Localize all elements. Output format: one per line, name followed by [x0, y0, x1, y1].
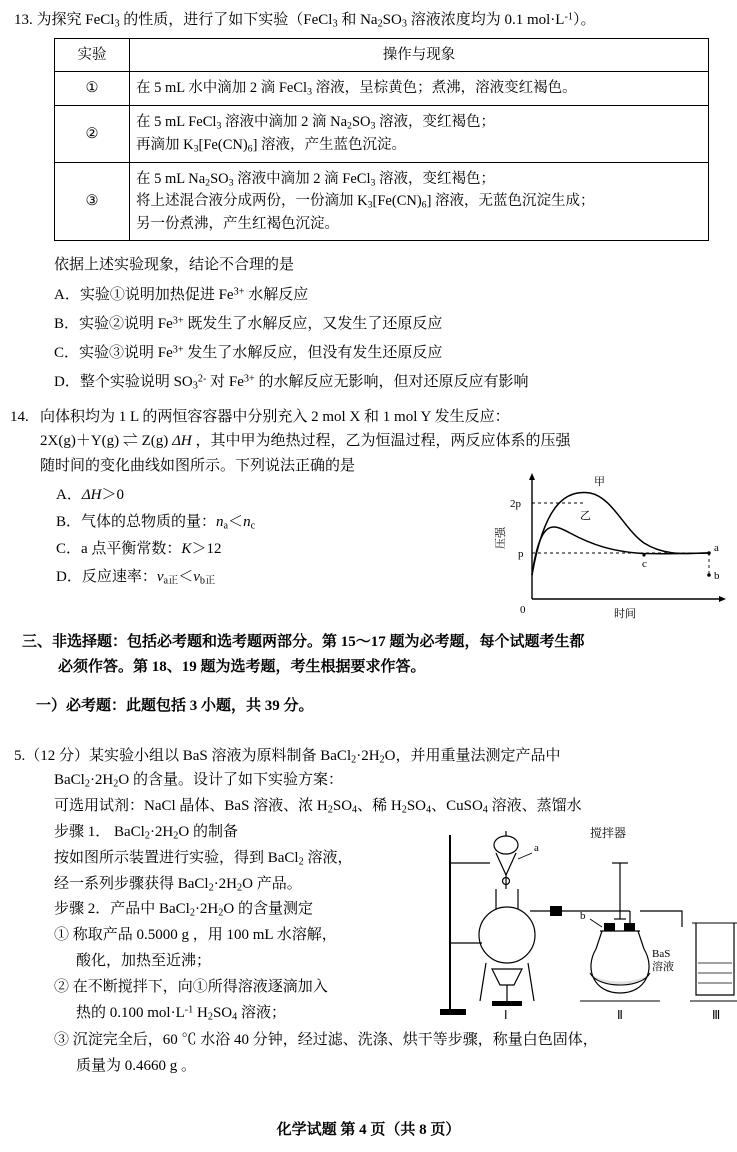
question-14-line-2: 2X(g)＋Y(g) ⇌ Z(g) ΔH ，其中甲为绝热过程，乙为恒温过程，两反应体系的压强 — [40, 433, 571, 450]
figure-label-flask1: Ⅰ — [504, 1008, 508, 1022]
chart-xlabel: 时间 — [614, 608, 636, 620]
chart-point-c: c — [642, 558, 647, 570]
experiment-table — [54, 38, 709, 242]
row-content-3: 在 5 mL $Na_2SO_3$ 溶液中滴加 2 滴 FeCl$_3$ 溶液，变红褐色； 将上述混合液分成两份，一份滴加 $K_3[Fe(CN)_6]$ 溶液，无蓝色沉淀生成； 另一份煮沸，产生红褐色沉淀。 — [130, 162, 709, 241]
question-5-head — [14, 745, 734, 768]
question-5-number: 5. — [14, 748, 26, 764]
question-14-option-b: B．气体的总物质的量：$n_a<n_c$ — [56, 514, 256, 532]
page-footer: 化学试题 第 4 页（共 8 页） — [276, 1122, 461, 1138]
row-label-2: ② — [55, 106, 130, 162]
figure-label-stirrer: 搅拌器 — [590, 826, 627, 840]
figure-label-flask2: Ⅱ — [617, 1008, 623, 1022]
table-row — [55, 162, 709, 241]
chart-point-b: b — [714, 570, 720, 582]
question-13-option-c: C．实验③说明 $Fe^{3+}$ 发生了水解反应，但没有发生还原反应 — [54, 344, 443, 362]
step2-item-1: ① 称取产品 0.5000 g ，用 100 mL 水溶解， 酸化，加热至近沸； — [54, 927, 337, 969]
section-three — [22, 630, 722, 715]
apparatus-svg — [434, 823, 737, 1043]
question-14-option-c: C．a 点平衡常数：K＞12 — [56, 541, 222, 558]
row-content-2: 在 5 mL FeCl$_3$ 溶液中滴加 2 滴 $Na_2SO_3$ 溶液，变红褐色； 再滴加 $K_3[Fe(CN)_6]$ 溶液，产生蓝色沉淀。 — [130, 106, 709, 162]
row-content-1: 在 5 mL 水中滴加 2 滴 FeCl$_3$ 溶液，呈棕黄色；煮沸，溶液变红褐色。 — [130, 72, 709, 106]
question-13-option-d: D．整个实验说明 $SO_3^{2-}$ 对 $Fe^{3+}$ 的水解反应无影响，但对还原反应有影响 — [54, 373, 529, 392]
question-13 — [14, 10, 724, 398]
chart-ylabel: 压强 — [495, 527, 507, 549]
table-header-operation: 操作与现象 — [130, 38, 709, 71]
chart-curve-jia: 甲 — [594, 476, 605, 488]
step1-line1: 按如图所示装置进行实验，得到 BaCl$_2$ 溶液， — [54, 849, 353, 868]
table-row — [55, 106, 709, 162]
question-14-number: 14. — [10, 409, 29, 425]
question-5-left-column — [14, 820, 444, 1026]
question-5-head-text: 某实验小组以 BaS 溶液为原料制备 $BaCl_2\cdot 2H_2O$，并用重量法测定产品中 — [89, 748, 561, 766]
question-14-option-a: A．ΔH＞0 — [56, 486, 124, 503]
question-13-stem-text: 为探究 FeCl$_3$ 的性质，进行了如下实验（FeCl$_3$ 和 $Na_2SO_3$ 溶液浓度均为 0.1 $mol\cdot L^{-1}$）。 — [36, 11, 596, 30]
figure-label-b: b — [580, 910, 586, 922]
figure-label-bas-2: 溶液 — [652, 961, 674, 973]
question-5-head-line2: $BaCl_2\cdot 2H_2O$ 的含量。设计了如下实验方案： — [54, 772, 343, 790]
step2-title: 步骤 2．产品中 $BaCl_2\cdot 2H_2O$ 的含量测定 — [54, 901, 313, 919]
chart-ytick-2p: 2p — [510, 498, 521, 510]
question-5 — [14, 745, 734, 1080]
table-header-experiment: 实验 — [55, 38, 130, 71]
question-14-line-1: 向体积均为 1 L 的两恒容容器中分别充入 2 mol X 和 1 mol Y 发生反应： — [40, 409, 510, 425]
table-row — [55, 72, 709, 106]
row-label-3: ③ — [55, 162, 130, 241]
chart-origin: 0 — [520, 604, 526, 616]
step2-item-2: ② 在不断搅拌下，向①所得溶液逐滴加入 热的 0.100 $mol\cdot L^{-1}$ $H_2SO_4$ 溶液； — [54, 978, 328, 1023]
figure-label-a: a — [534, 842, 539, 854]
figure-label-beaker3: Ⅲ — [712, 1008, 721, 1022]
section-three-line-1: 三、非选择题：包括必考题和选考题两部分。第 15～17 题为必考题，每个试题考生都 — [22, 634, 585, 650]
chart-svg — [494, 467, 734, 627]
figure-label-bas-1: BaS — [652, 948, 671, 960]
question-14-line-3: 随时间的变化曲线如图所示。下列说法正确的是 — [40, 457, 356, 474]
row-label-1: ① — [55, 72, 130, 106]
question-13-option-b: B．实验②说明 $Fe^{3+}$ 既发生了水解反应，又发生了还原反应 — [54, 315, 443, 332]
table-header-row — [55, 38, 709, 71]
section-three-line-2: 必须作答。第 18、19 题为选考题，考生根据要求作答。 — [58, 658, 426, 675]
step1-title: 步骤 1． $BaCl_2\cdot 2H_2O$ 的制备 — [54, 823, 238, 842]
pressure-time-chart — [494, 467, 734, 627]
chart-ytick-p: p — [518, 548, 524, 560]
question-13-stem — [14, 10, 724, 32]
chart-point-a: a — [714, 542, 719, 554]
question-14-option-d: D．反应速率：$v_{a正}<v_{b正}$ — [56, 568, 216, 587]
question-14 — [4, 405, 734, 620]
apparatus-figure — [434, 823, 737, 1043]
step2-item-3: ③ 沉淀完全后，60 ℃ 水浴 40 分钟，经过滤、洗涤、烘干等步骤，称量白色固体， 质量为 0.4660 g 。 — [54, 1032, 598, 1075]
section-three-subtitle: 一）必考题：此题包括 3 小题，共 39 分。 — [36, 697, 314, 714]
question-5-reagents: 可选用试剂：NaCl 晶体、BaS 溶液、浓 $H_2SO_4$、稀 $H_2SO_4$、CuSO$_4$ 溶液、蒸馏水 — [54, 798, 582, 816]
step1-line2: 经一系列步骤获得 $BaCl_2\cdot 2H_2O$ 产品。 — [54, 875, 302, 894]
question-13-prompt: 依据上述实验现象，结论不合理的是 — [54, 257, 295, 274]
question-13-option-a: A．实验①说明加热促进 $Fe^{3+}$ 水解反应 — [54, 286, 309, 303]
question-5-score: （12 分） — [25, 748, 90, 764]
chart-curve-yi: 乙 — [580, 510, 591, 522]
question-13-number: 13. — [14, 12, 33, 28]
